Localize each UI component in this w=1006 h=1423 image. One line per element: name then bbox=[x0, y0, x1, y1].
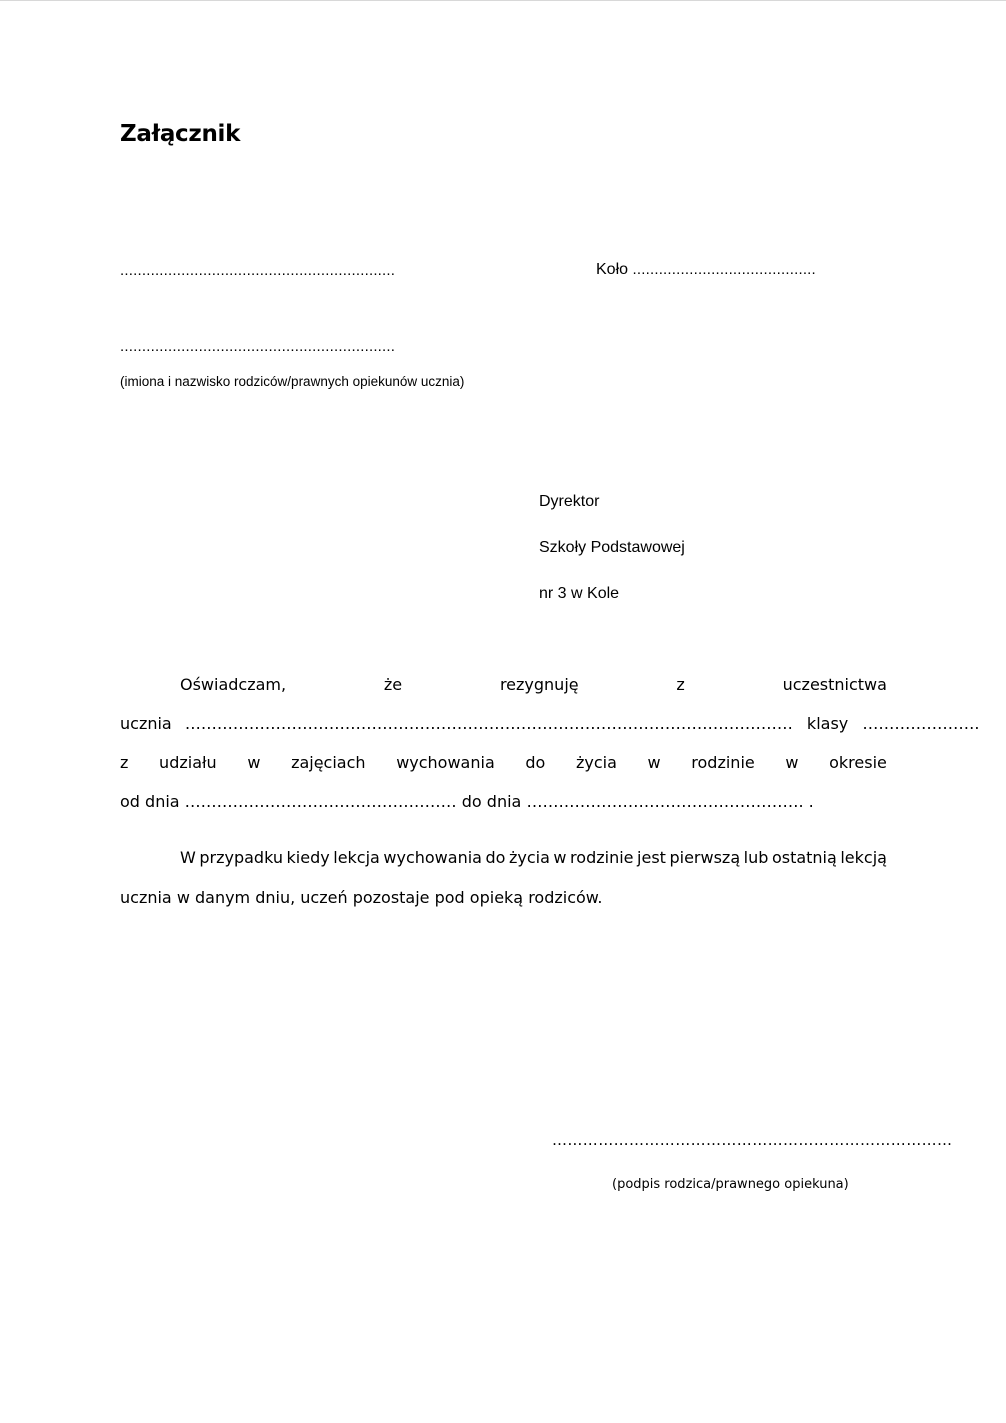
declaration-word: z bbox=[676, 675, 685, 694]
declaration-word: rodzinie bbox=[691, 753, 755, 772]
note-word: jest bbox=[637, 848, 666, 867]
declaration-word: do bbox=[525, 753, 546, 772]
note-word: w bbox=[553, 848, 567, 867]
declaration-word: okresie bbox=[829, 753, 887, 772]
note-word: ostatnią bbox=[771, 848, 837, 867]
declaration-word: z bbox=[120, 753, 129, 772]
class-label: klasy bbox=[806, 714, 849, 733]
sentence-end: . bbox=[808, 792, 814, 811]
parent-name-caption: (imiona i nazwisko rodziców/prawnych opiekunów ucznia) bbox=[120, 374, 465, 389]
parent-name-field-line-1: ............................................................... bbox=[120, 262, 396, 279]
declaration-word: w bbox=[647, 753, 661, 772]
place-dots: .......................................... bbox=[632, 261, 816, 278]
signature-dots: …………………………………………………………………… bbox=[552, 1131, 953, 1149]
note-word: pierwszą bbox=[669, 848, 741, 867]
note-word: przypadku bbox=[199, 848, 283, 867]
date-from-label: od dnia bbox=[120, 792, 180, 811]
declaration-word: życia bbox=[575, 753, 617, 772]
note-word: kiedy bbox=[286, 848, 330, 867]
note-word: życia bbox=[508, 848, 550, 867]
declaration-row-2 bbox=[120, 714, 979, 733]
declaration-row-3 bbox=[120, 753, 887, 772]
declaration-row-1 bbox=[180, 675, 887, 694]
signature-caption: (podpis rodzica/prawnego opiekuna) bbox=[612, 1177, 849, 1192]
date-from-dots: …………………………………………… bbox=[184, 792, 457, 811]
page-edge bbox=[0, 0, 1006, 1]
note-word: lub bbox=[743, 848, 769, 867]
note-word: lekcja bbox=[333, 848, 380, 867]
addressee-line-3: nr 3 w Kole bbox=[539, 585, 620, 602]
declaration-word: Oświadczam, bbox=[180, 675, 287, 694]
parent-name-field-line-2: ............................................................... bbox=[120, 338, 396, 355]
note-word: wychowania bbox=[383, 848, 482, 867]
addressee-line-1: Dyrektor bbox=[539, 493, 600, 510]
student-name-dots: …………………………………………………………………………………………………… bbox=[184, 714, 793, 733]
place-field bbox=[596, 261, 816, 279]
addressee-line-2: Szkoły Podstawowej bbox=[539, 539, 685, 556]
declaration-word: uczestnictwa bbox=[782, 675, 887, 694]
student-label: ucznia bbox=[120, 714, 172, 733]
declaration-word: zajęciach bbox=[291, 753, 366, 772]
note-row-1 bbox=[180, 848, 887, 867]
declaration-word: wychowania bbox=[396, 753, 495, 772]
note-word: lekcją bbox=[840, 848, 887, 867]
declaration-word: w bbox=[785, 753, 799, 772]
date-to-label: do dnia bbox=[461, 792, 522, 811]
declaration-word: rezygnuję bbox=[499, 675, 579, 694]
note-word: do bbox=[485, 848, 506, 867]
note-word: rodzinie bbox=[570, 848, 634, 867]
class-dots: …………………. bbox=[862, 714, 980, 733]
declaration-word: że bbox=[383, 675, 403, 694]
declaration-row-4 bbox=[120, 792, 814, 811]
declaration-word: udziału bbox=[159, 753, 217, 772]
note-row-2: ucznia w danym dniu, uczeń pozostaje pod opieką rodziców. bbox=[120, 888, 603, 907]
date-to-dots: ……………………………………………. bbox=[526, 792, 804, 811]
document-title: Załącznik bbox=[120, 121, 241, 147]
place-label: Koło bbox=[596, 261, 629, 278]
note-word: W bbox=[180, 848, 196, 867]
declaration-word: w bbox=[247, 753, 261, 772]
